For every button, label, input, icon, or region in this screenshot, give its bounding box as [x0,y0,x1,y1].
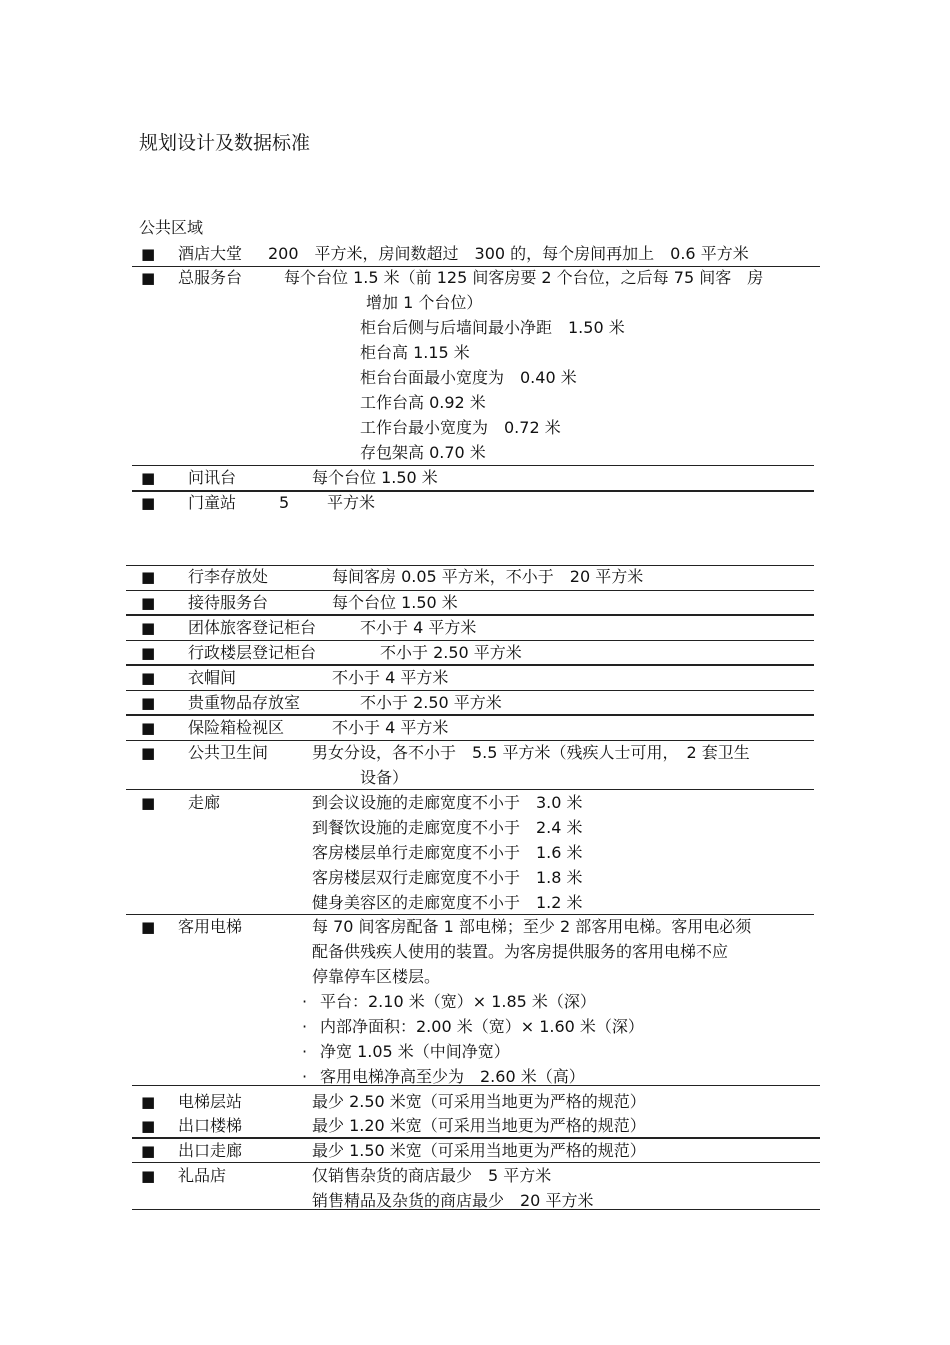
bullet-square: ■ [141,1142,156,1160]
row-value: 存包架高 0.70 米 [360,443,486,462]
row-value: 最少 2.50 米宽（可采用当地更为严格的规范） [312,1092,646,1111]
divider [126,664,814,666]
bullet-square: ■ [141,644,156,662]
row-value: 到餐饮设施的走廊宽度不小于 2.4 米 [312,818,583,837]
row-value: 设备） [360,768,409,787]
row-label: 酒店大堂 [178,244,243,263]
row-label: 走廊 [188,793,221,812]
section-title: 公共区域 [139,218,204,237]
dot-bullet: · [302,1067,308,1086]
divider [126,714,814,716]
bullet-square: ■ [141,469,156,487]
row-value: 男女分设，各不小于 5.5 平方米（残疾人士可用， 2 套卫生 [312,743,750,762]
row-label: 门童站 [188,493,237,512]
bullet-square: ■ [141,1117,156,1135]
row-value: 柜台高 1.15 米 [360,343,470,362]
row-label: 礼品店 [178,1166,227,1185]
divider [126,614,814,616]
row-value: 停靠停车区楼层。 [312,967,441,986]
divider [132,1209,820,1210]
bullet-square: ■ [141,1167,156,1185]
dot-bullet: · [302,1017,308,1036]
row-label: 行政楼层登记柜台 [188,643,317,662]
row-value: 每个台位 1.50 米 [332,593,458,612]
row-value: 净宽 1.05 米（中间净宽） [320,1042,510,1061]
bullet-square: ■ [141,269,156,287]
divider [132,1162,820,1163]
row-value: 客房楼层双行走廊宽度不小于 1.8 米 [312,868,583,887]
dot-bullet: · [302,1042,308,1061]
divider [132,465,814,466]
row-value: 不小于 2.50 平方米 [360,693,502,712]
row-value: 客房楼层单行走廊宽度不小于 1.6 米 [312,843,583,862]
bullet-square: ■ [141,694,156,712]
row-value: 平台：2.10 米（宽）× 1.85 米（深） [320,992,596,1011]
divider [126,565,814,566]
divider [126,740,814,741]
divider [126,640,814,641]
row-value: 5 [279,493,290,512]
row-value: 到会议设施的走廊宽度不小于 3.0 米 [312,793,583,812]
bullet-square: ■ [141,918,156,936]
row-value: 工作台高 0.92 米 [360,393,486,412]
bullet-square: ■ [141,794,156,812]
row-label: 接待服务台 [188,593,269,612]
row-label: 问讯台 [188,468,237,487]
bullet-square: ■ [141,619,156,637]
row-value: 健身美容区的走廊宽度不小于 1.2 米 [312,893,583,912]
row-label: 保险箱检视区 [188,718,285,737]
row-label: 衣帽间 [188,668,237,687]
bullet-square: ■ [141,568,156,586]
row-value: 不小于 2.50 平方米 [380,643,522,662]
divider [132,490,814,492]
row-value: 200 平方米，房间数超过 300 的，每个房间再加上 0.6 平方米 [268,244,749,263]
bullet-square: ■ [141,719,156,737]
row-value: 不小于 4 平方米 [332,668,449,687]
row-value: 最少 1.20 米宽（可采用当地更为严格的规范） [312,1116,646,1135]
divider [132,266,820,267]
divider [132,1085,820,1086]
row-label: 电梯层站 [178,1092,243,1111]
bullet-square: ■ [141,594,156,612]
row-value: 每个台位 1.5 米（前 125 间客房要 2 个台位，之后每 75 间客 房 [284,268,764,287]
row-label: 团体旅客登记柜台 [188,618,317,637]
row-label: 贵重物品存放室 [188,693,301,712]
divider [126,590,814,591]
row-value: 工作台最小宽度为 0.72 米 [360,418,561,437]
row-label: 总服务台 [178,268,243,287]
bullet-square: ■ [141,669,156,687]
bullet-square: ■ [141,744,156,762]
row-label: 行李存放处 [188,567,269,586]
bullet-square: ■ [141,494,156,512]
row-value: 柜台台面最小宽度为 0.40 米 [360,368,577,387]
row-label: 出口楼梯 [178,1116,243,1135]
divider [132,1137,820,1139]
document-title: 规划设计及数据标准 [139,132,311,154]
row-unit: 平方米 [327,493,376,512]
divider [126,789,814,790]
divider [126,690,814,691]
row-label: 公共卫生间 [188,743,269,762]
divider [126,914,814,915]
row-value: 柜台后侧与后墙间最小净距 1.50 米 [360,318,625,337]
row-label: 出口走廊 [178,1141,243,1160]
row-value: 仅销售杂货的商店最少 5 平方米 [312,1166,552,1185]
row-value: 每 70 间客房配备 1 部电梯；至少 2 部客用电梯。客用电必须 [312,917,752,936]
row-value: 配备供残疾人使用的装置。为客房提供服务的客用电梯不应 [312,942,729,961]
row-value: 销售精品及杂货的商店最少 20 平方米 [312,1191,594,1210]
bullet-square: ■ [141,1093,156,1111]
row-label: 客用电梯 [178,917,243,936]
dot-bullet: · [302,992,308,1011]
row-value: 内部净面积：2.00 米（宽）× 1.60 米（深） [320,1017,644,1036]
row-value: 不小于 4 平方米 [332,718,449,737]
bullet-square: ■ [141,245,156,263]
row-value: 每间客房 0.05 平方米，不小于 20 平方米 [332,567,644,586]
row-value: 增加 1 个台位） [366,293,483,312]
row-value: 不小于 4 平方米 [360,618,477,637]
row-value: 客用电梯净高至少为 2.60 米（高） [320,1067,585,1086]
row-value: 最少 1.50 米宽（可采用当地更为严格的规范） [312,1141,646,1160]
row-value: 每个台位 1.50 米 [312,468,438,487]
